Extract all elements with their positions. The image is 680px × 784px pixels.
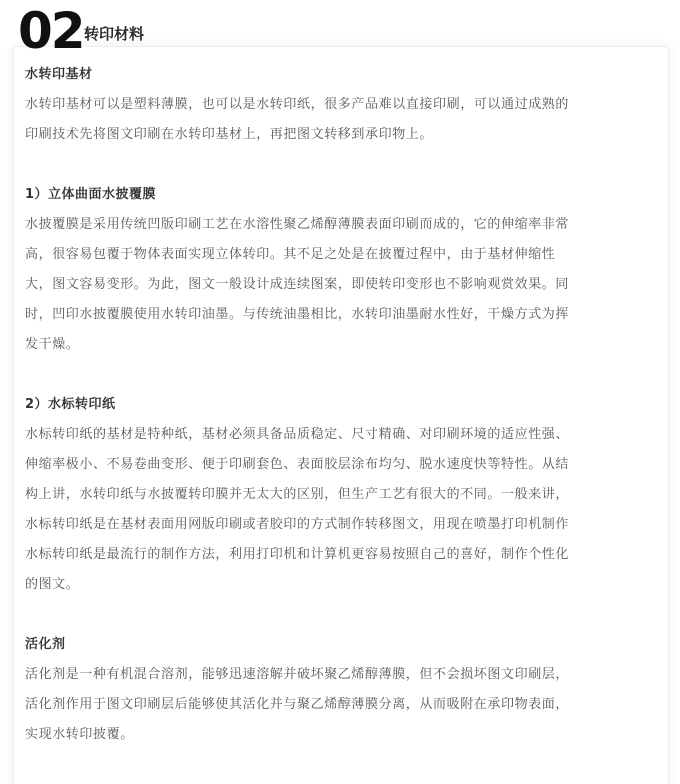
section-number: 02: [18, 2, 84, 60]
paragraph-line: 水标转印纸是最流行的制作方法，利用打印机和计算机更容易按照自己的喜好，制作个性化: [25, 547, 570, 562]
paragraph-line: 发干燥。: [25, 337, 80, 352]
section-heading: 转印材料: [84, 25, 145, 43]
paragraph-line: 实现水转印披覆。: [25, 727, 134, 742]
paragraph-line: 水标转印纸是在基材表面用网版印刷或者胶印的方式制作转移图文，用现在喷墨打印机制作: [25, 517, 570, 532]
spacer: [25, 150, 661, 180]
paragraph-hydro-dipping-film: [25, 210, 661, 360]
paragraph-line: 的图文。: [25, 577, 80, 592]
paragraph-line: 水披覆膜是采用传统凹版印刷工艺在水溶性聚乙烯醇薄膜表面印刷而成的，它的伸缩率非常: [25, 217, 570, 232]
paragraph-line: 构上讲，水转印纸与水披覆转印膜并无太大的区别，但生产工艺有很大的不同。一般来讲，: [25, 487, 570, 502]
paragraph-line: 活化剂作用于图文印刷层后能够使其活化并与聚乙烯醇薄膜分离，从而吸附在承印物表面，: [25, 697, 570, 712]
subheading-decal-paper: 2）水标转印纸: [25, 397, 116, 412]
paragraph-line: 水转印基材可以是塑料薄膜，也可以是水转印纸，很多产品难以直接印刷，可以通过成熟的: [25, 97, 570, 112]
paragraph-line: 大，图文容易变形。为此，图文一般设计成连续图案，即使转印变形也不影响观赏效果。同: [25, 277, 570, 292]
article-body: [25, 60, 661, 750]
subheading-water-transfer-substrate: 水转印基材: [25, 67, 93, 82]
paragraph-line: 时，凹印水披覆膜使用水转印油墨。与传统油墨相比，水转印油墨耐水性好，干燥方式为挥: [25, 307, 570, 322]
paragraph-water-transfer-substrate: [25, 90, 661, 150]
spacer: [25, 600, 661, 630]
paragraph-line: 印刷技术先将图文印刷在水转印基材上，再把图文转移到承印物上。: [25, 127, 434, 142]
subheading-hydro-dipping-film: 1）立体曲面水披覆膜: [25, 187, 157, 202]
paragraph-line: 活化剂是一种有机混合溶剂，能够迅速溶解并破坏聚乙烯醇薄膜，但不会损坏图文印刷层，: [25, 667, 570, 682]
paragraph-line: 水标转印纸的基材是特种纸，基材必须具备品质稳定、尺寸精确、对印刷环境的适应性强、: [25, 427, 570, 442]
paragraph-decal-paper: [25, 420, 661, 600]
paragraph-line: 伸缩率极小、不易卷曲变形、便于印刷套色、表面胶层涂布均匀、脱水速度快等特性。从结: [25, 457, 570, 472]
subheading-activator: 活化剂: [25, 637, 66, 652]
spacer: [25, 360, 661, 390]
paragraph-line: 高，很容易包覆于物体表面实现立体转印。其不足之处是在披覆过程中，由于基材伸缩性: [25, 247, 556, 262]
paragraph-activator: [25, 660, 661, 750]
